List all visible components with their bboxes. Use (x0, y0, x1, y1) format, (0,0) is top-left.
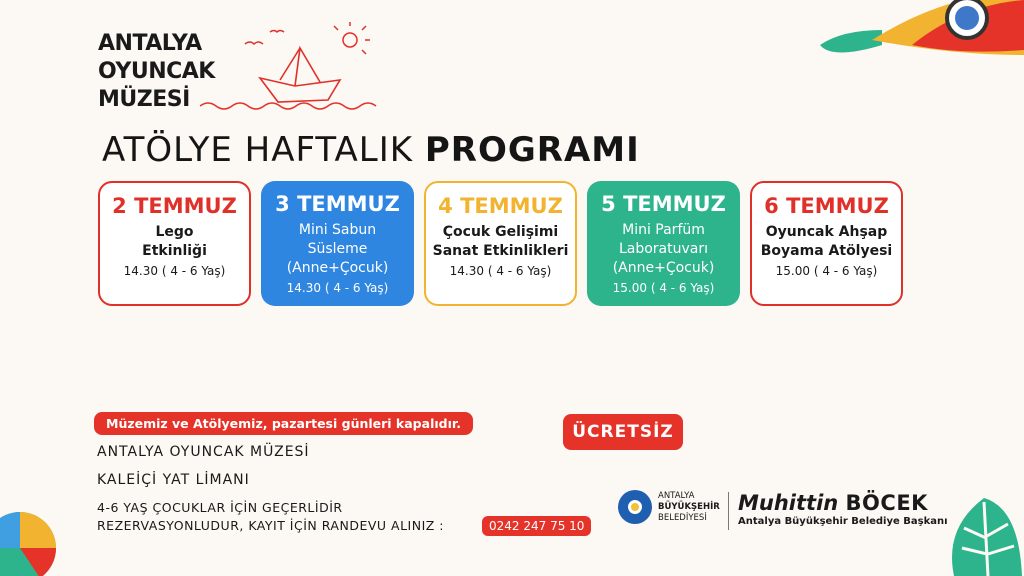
schedule-card (750, 181, 903, 306)
address-line-1: ANTALYA OYUNCAK MÜZESİ (97, 444, 310, 460)
museum-logo (98, 30, 215, 114)
card-time: 14.30 ( 4 - 6 Yaş) (449, 264, 552, 278)
page-title (102, 130, 640, 170)
sun-icon (334, 22, 370, 54)
card-title: Mini Parfüm (622, 222, 705, 238)
address-line-2: KALEİÇİ YAT LİMANI (97, 472, 250, 488)
card-date: 3 TEMMUZ (275, 192, 400, 216)
municipality-line-2: BÜYÜKŞEHİR (658, 501, 720, 512)
card-date: 5 TEMMUZ (601, 192, 726, 216)
card-date: 2 TEMMUZ (112, 194, 237, 218)
card-time: 14.30 ( 4 - 6 Yaş) (123, 264, 226, 278)
card-time: 14.30 ( 4 - 6 Yaş) (286, 281, 389, 295)
title-light: ATÖLYE HAFTALIK (102, 130, 425, 170)
card-title: Lego (155, 224, 194, 240)
card-title: Çocuk Gelişimi (442, 224, 559, 240)
mayor-name (738, 491, 948, 515)
municipality-line-3: BELEDİYESİ (658, 512, 707, 523)
card-title: Sanat Etkinlikleri (432, 243, 569, 259)
logo-line-2: OYUNCAK (98, 59, 215, 84)
logo-line-1: ANTALYA (98, 31, 202, 56)
municipality-line-1: ANTALYA (658, 490, 695, 501)
card-time: 15.00 ( 4 - 6 Yaş) (612, 281, 715, 295)
phone-number[interactable]: 0242 247 75 10 (482, 516, 591, 536)
title-bold: PROGRAMI (424, 130, 640, 170)
schedule-card (587, 181, 740, 306)
beach-ball-icon (0, 508, 60, 576)
municipality-logo (618, 490, 720, 524)
schedule-card (261, 181, 414, 306)
bird-icon (245, 42, 263, 44)
card-date: 6 TEMMUZ (764, 194, 889, 218)
weekly-schedule (98, 181, 903, 306)
card-time: 15.00 ( 4 - 6 Yaş) (775, 264, 878, 278)
palm-leaf-icon (944, 488, 1024, 576)
rocket-icon (812, 0, 1024, 70)
free-badge: ÜCRETSİZ (563, 414, 683, 450)
card-title: Süsleme (307, 241, 368, 257)
card-title: Etkinliği (142, 243, 207, 259)
bird-icon (270, 31, 284, 33)
card-title: (Anne+Çocuk) (612, 260, 715, 276)
logo-line-3: MÜZESİ (98, 87, 190, 112)
age-note: 4-6 YAŞ ÇOCUKLAR İÇİN GEÇERLİDİR (97, 500, 343, 515)
mayor-last-name: BÖCEK (845, 491, 928, 515)
closed-notice: Müzemiz ve Atölyemiz, pazartesi günleri kapalıdır. (94, 412, 473, 435)
municipality-emblem-icon (618, 490, 652, 524)
card-title: (Anne+Çocuk) (286, 260, 389, 276)
paper-boat-icon (200, 18, 390, 118)
mayor-signature (738, 491, 948, 527)
card-title: Oyuncak Ahşap (765, 224, 888, 240)
municipality-name (658, 491, 720, 524)
card-title: Mini Sabun (298, 222, 377, 238)
schedule-card (424, 181, 577, 306)
logo-divider (728, 492, 729, 530)
mayor-role: Antalya Büyükşehir Belediye Başkanı (738, 516, 948, 527)
reservation-note: REZERVASYONLUDUR, KAYIT İÇİN RANDEVU ALINIZ : (97, 518, 444, 533)
card-title: Laboratuvarı (618, 241, 709, 257)
card-date: 4 TEMMUZ (438, 194, 563, 218)
mayor-first-name: Muhittin (738, 491, 839, 515)
schedule-card (98, 181, 251, 306)
card-title: Boyama Atölyesi (760, 243, 893, 259)
